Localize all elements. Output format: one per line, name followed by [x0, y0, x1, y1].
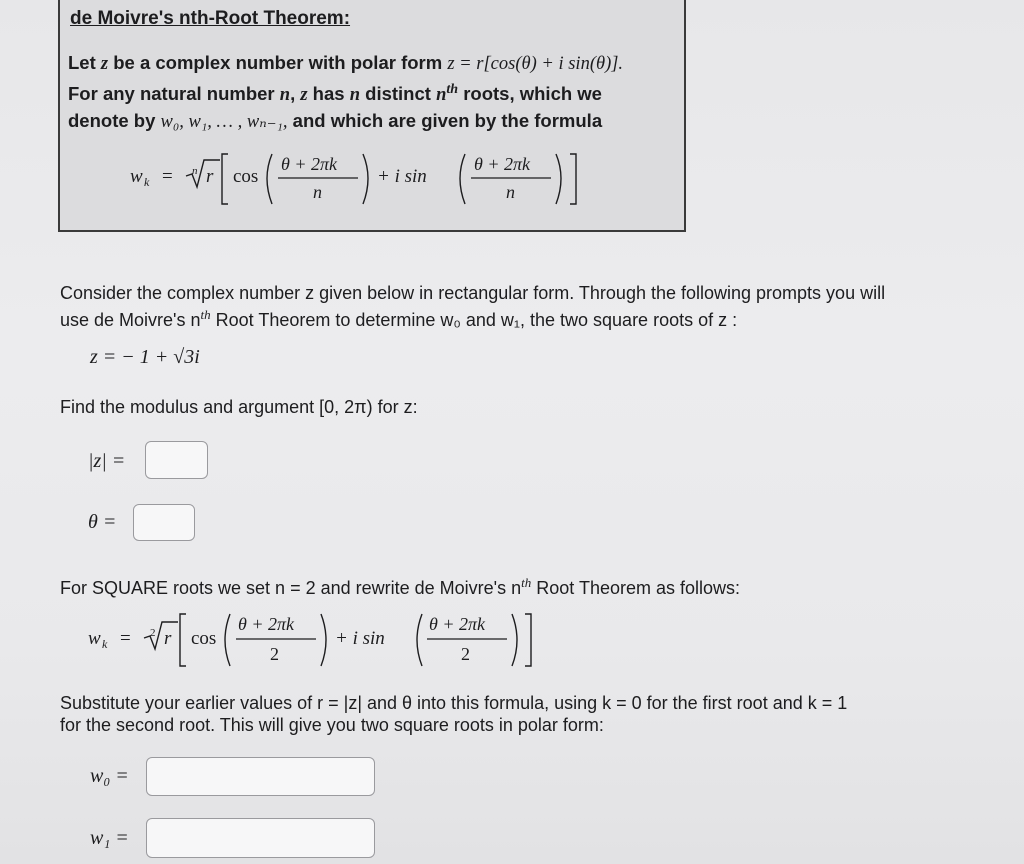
w0-label: w₀ =: [90, 765, 129, 787]
sq-formula-lhs: w: [88, 628, 101, 649]
intro-line-1: Consider the complex number z given below in rectangular form. Through the following prompts you will: [60, 283, 886, 303]
sq-formula-isin: + i sin: [335, 628, 385, 649]
sq-formula-lhs-sub: k: [102, 637, 108, 651]
argument-label: θ =: [88, 511, 117, 533]
sq-formula-numerator-2: θ + 2πk: [429, 614, 485, 634]
sq-formula-radicand: r: [164, 628, 172, 649]
intro-line-2: use de Moivre's $n^{th}$ Root Theorem to determine w₀ and w₁, the two square roots of z :: [60, 307, 738, 330]
theorem-line-1: Let z be a complex number with polar form z = r[cos(θ) + i sin(θ)].: [68, 52, 624, 74]
sq-formula-denominator-2: 2: [461, 644, 470, 664]
modulus-answer-box[interactable]: [145, 441, 208, 479]
modulus-label: |z| =: [88, 450, 126, 472]
theorem-box: [58, 0, 686, 232]
svg-text:=: =: [162, 166, 173, 187]
sq-formula-root-index: 2: [150, 627, 156, 639]
sq-formula-denominator-1: 2: [270, 644, 279, 664]
substitute-line-2: for the second root. This will give you two square roots in polar form:: [60, 715, 604, 735]
svg-text:=: =: [120, 628, 131, 649]
formula-isin: + i sin: [377, 166, 427, 187]
formula-cos: cos: [233, 166, 259, 187]
given-expression: z = − 1 + √3i: [90, 346, 200, 368]
w1-label: w₁ =: [90, 827, 129, 849]
intro-text: [60, 282, 1000, 331]
theorem-line-3: denote by w₀, w₁, … , wₙ₋₁, and which are given by the formula: [68, 110, 603, 133]
w1-answer-box[interactable]: [146, 818, 375, 858]
theorem-statement: [68, 50, 683, 135]
theorem-formula: [130, 148, 650, 208]
sq-formula-cos: cos: [191, 628, 217, 649]
theorem-line-2: For any natural number n, z has n distinct $n^{th}$ roots, which we: [68, 82, 602, 106]
substitute-text: [60, 692, 1010, 736]
square-roots-intro: For SQUARE roots we set n = 2 and rewrite de Moivre's $n^{th}$ Root Theorem as follows:: [60, 575, 741, 598]
substitute-line-1: Substitute your earlier values of r = |z| and θ into this formula, using k = 0 for the first root and k = 1: [60, 693, 848, 713]
formula-radicand: r: [206, 166, 214, 187]
formula-numerator-2: θ + 2πk: [474, 154, 530, 174]
square-root-formula: [88, 604, 548, 668]
find-prompt: Find the modulus and argument [0, 2π) for z:: [60, 397, 418, 417]
sq-formula-numerator-1: θ + 2πk: [238, 614, 294, 634]
theorem-title: de Moivre's nth-Root Theorem:: [70, 8, 351, 29]
formula-lhs: w: [130, 166, 143, 187]
formula-lhs-sub: k: [144, 175, 150, 189]
argument-answer-box[interactable]: [133, 504, 195, 541]
formula-root-index: n: [192, 165, 198, 177]
formula-denominator-2: n: [506, 182, 515, 202]
formula-numerator-1: θ + 2πk: [281, 154, 337, 174]
w0-answer-box[interactable]: [146, 757, 375, 796]
formula-denominator-1: n: [313, 182, 322, 202]
